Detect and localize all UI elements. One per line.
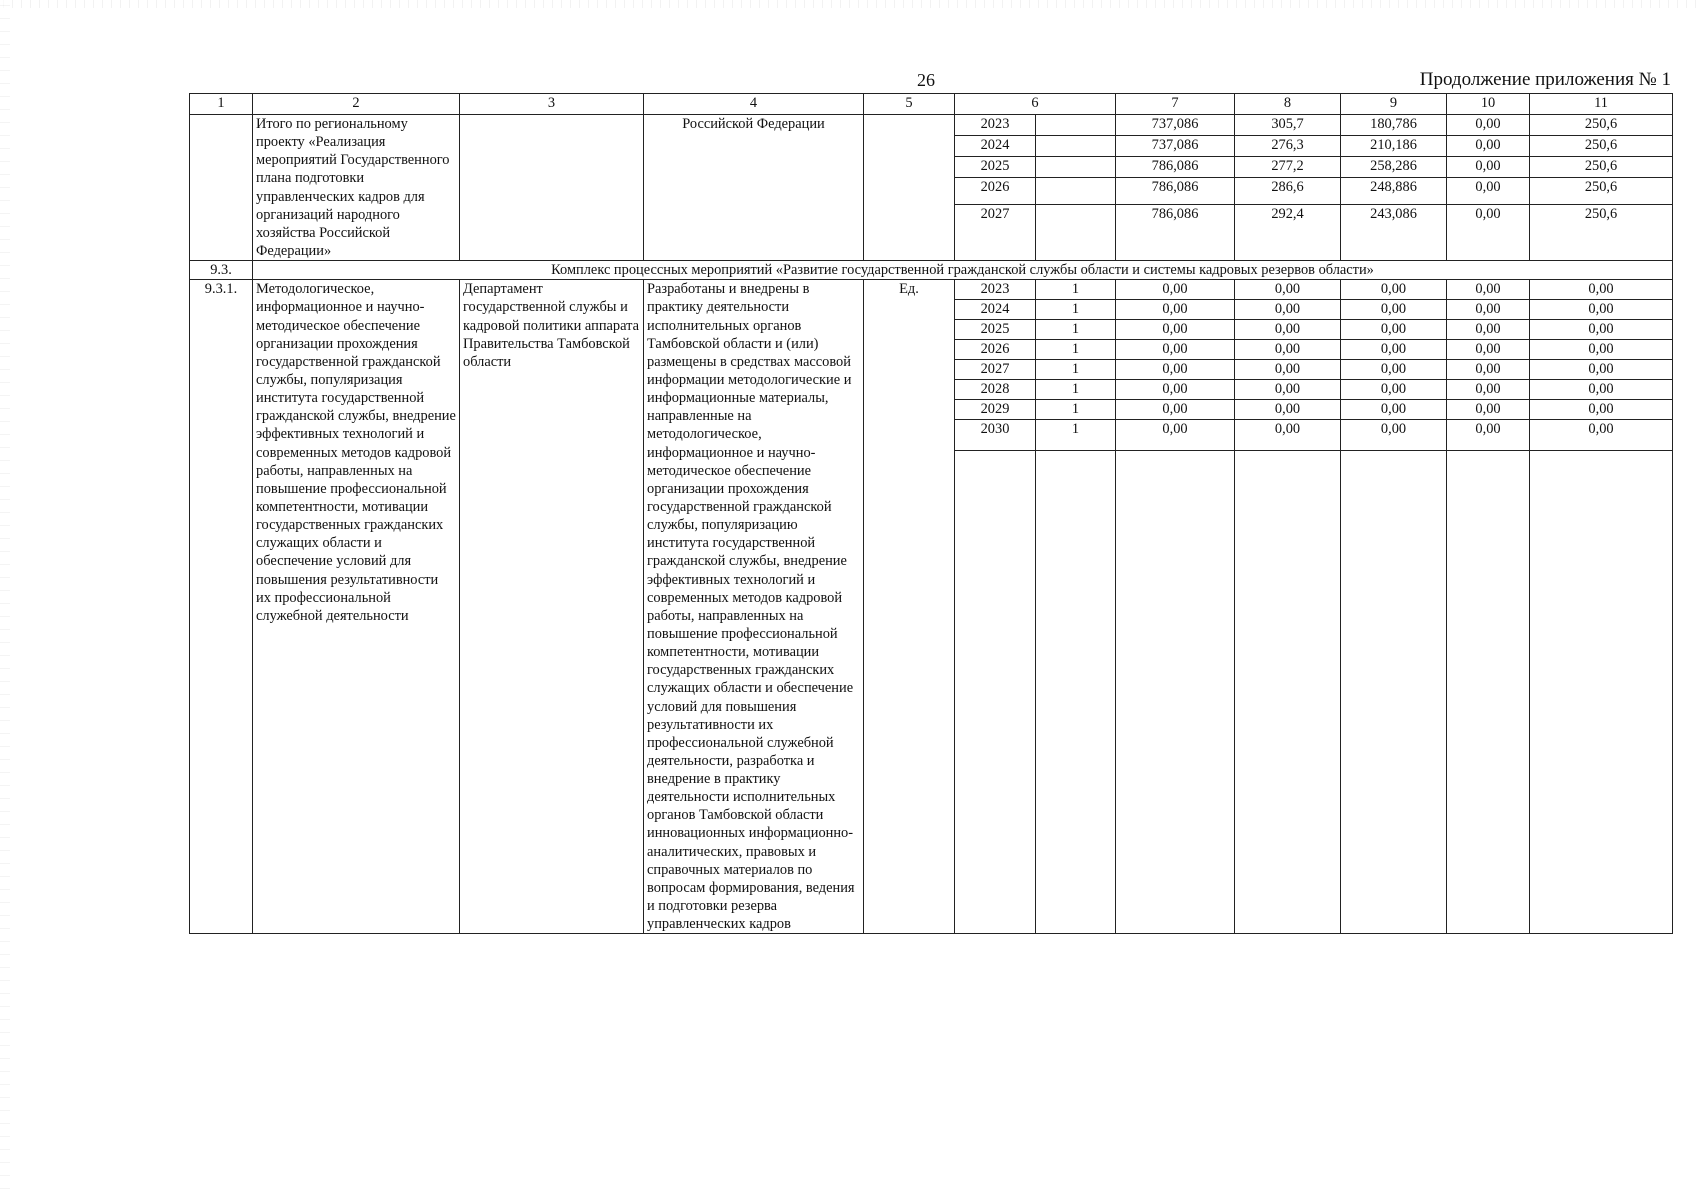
regional-funding-cell: 243,086 xyxy=(1341,205,1447,261)
executor-cell: Департамент государственной службы и кадровой политики аппарата Правительства Тамбовской области xyxy=(460,280,644,934)
other-funding-cell: 0,00 xyxy=(1530,300,1673,320)
federal-funding-cell: 0,00 xyxy=(1235,380,1341,400)
row-number-cell xyxy=(190,115,253,261)
item-name-cell: Итого по региональному проекту «Реализация мероприятий Государственного плана подготовки управленческих кадров для организаций народного хозяйства Российской Федерации» xyxy=(253,115,460,261)
year-cell: 2026 xyxy=(955,178,1036,205)
total-funding-cell: 737,086 xyxy=(1116,115,1235,136)
column-header: 1 xyxy=(190,94,253,115)
regional-funding-cell: 0,00 xyxy=(1341,340,1447,360)
local-funding-cell: 0,00 xyxy=(1447,380,1530,400)
year-cell: 2025 xyxy=(955,157,1036,178)
empty-cell xyxy=(1116,451,1235,934)
executor-cell xyxy=(460,115,644,261)
federal-funding-cell: 0,00 xyxy=(1235,320,1341,340)
regional-funding-cell: 0,00 xyxy=(1341,320,1447,340)
indicator-value-cell: 1 xyxy=(1036,300,1116,320)
federal-funding-cell: 0,00 xyxy=(1235,340,1341,360)
empty-cell xyxy=(1447,451,1530,934)
appendix-table xyxy=(189,93,1673,934)
local-funding-cell: 0,00 xyxy=(1447,157,1530,178)
other-funding-cell: 250,6 xyxy=(1530,115,1673,136)
year-cell: 2023 xyxy=(955,115,1036,136)
federal-funding-cell: 276,3 xyxy=(1235,136,1341,157)
regional-funding-cell: 180,786 xyxy=(1341,115,1447,136)
federal-funding-cell: 292,4 xyxy=(1235,205,1341,261)
local-funding-cell: 0,00 xyxy=(1447,178,1530,205)
federal-funding-cell: 0,00 xyxy=(1235,360,1341,380)
other-funding-cell: 0,00 xyxy=(1530,420,1673,451)
table-row xyxy=(190,280,1673,300)
indicator-value-cell: 1 xyxy=(1036,360,1116,380)
column-header: 11 xyxy=(1530,94,1673,115)
regional-funding-cell: 0,00 xyxy=(1341,300,1447,320)
total-funding-cell: 0,00 xyxy=(1116,280,1235,300)
result-cell: Разработаны и внедрены в практику деятельности исполнительных органов Тамбовской области и (или) размещены в средствах массовой информации методологические и информационные материалы, направленные на методологическое, информационное и научно-методическое обеспечение организации прохождения государственной гражданской службы, популяризацию института государственной гражданской службы, внедрение эффективных технологий и современных методов кадровой работы, направленных на повышение профессиональной компетентности, мотивации государственных гражданских служащих области и обеспечение условий для повышения результативности их профессиональной служебной деятельности, разработка и внедрение в практику деятельности исполнительных органов Тамбовской области инновационных информационно-аналитических, правовых и справочных материалов по вопросам формирования, ведения и подготовки резерва управленческих кадров xyxy=(644,280,864,934)
year-cell: 2030 xyxy=(955,420,1036,451)
year-cell: 2029 xyxy=(955,400,1036,420)
year-cell: 2025 xyxy=(955,320,1036,340)
regional-funding-cell: 248,886 xyxy=(1341,178,1447,205)
column-header: 4 xyxy=(644,94,864,115)
indicator-value-cell: 1 xyxy=(1036,400,1116,420)
section-row xyxy=(190,261,1673,280)
regional-funding-cell: 0,00 xyxy=(1341,280,1447,300)
other-funding-cell: 250,6 xyxy=(1530,178,1673,205)
local-funding-cell: 0,00 xyxy=(1447,115,1530,136)
regional-funding-cell: 0,00 xyxy=(1341,420,1447,451)
local-funding-cell: 0,00 xyxy=(1447,300,1530,320)
federal-funding-cell: 277,2 xyxy=(1235,157,1341,178)
total-funding-cell: 0,00 xyxy=(1116,400,1235,420)
local-funding-cell: 0,00 xyxy=(1447,360,1530,380)
total-funding-cell: 0,00 xyxy=(1116,360,1235,380)
other-funding-cell: 0,00 xyxy=(1530,380,1673,400)
other-funding-cell: 0,00 xyxy=(1530,400,1673,420)
local-funding-cell: 0,00 xyxy=(1447,340,1530,360)
other-funding-cell: 250,6 xyxy=(1530,136,1673,157)
indicator-value-cell: 1 xyxy=(1036,340,1116,360)
section-title-cell: Комплекс процессных мероприятий «Развитие государственной гражданской службы области и системы кадровых резервов области» xyxy=(253,261,1673,280)
page-number: 26 xyxy=(917,70,935,90)
federal-funding-cell: 0,00 xyxy=(1235,420,1341,451)
federal-funding-cell: 286,6 xyxy=(1235,178,1341,205)
total-funding-cell: 737,086 xyxy=(1116,136,1235,157)
other-funding-cell: 250,6 xyxy=(1530,205,1673,261)
regional-funding-cell: 0,00 xyxy=(1341,360,1447,380)
year-cell: 2028 xyxy=(955,380,1036,400)
year-cell: 2024 xyxy=(955,300,1036,320)
indicator-value-cell: 1 xyxy=(1036,420,1116,451)
section-number-cell: 9.3. xyxy=(190,261,253,280)
indicator-value-cell xyxy=(1036,157,1116,178)
scan-artifact-top xyxy=(0,0,1697,8)
federal-funding-cell: 305,7 xyxy=(1235,115,1341,136)
empty-cell xyxy=(1341,451,1447,934)
indicator-value-cell: 1 xyxy=(1036,320,1116,340)
indicator-value-cell: 1 xyxy=(1036,380,1116,400)
local-funding-cell: 0,00 xyxy=(1447,400,1530,420)
column-header: 8 xyxy=(1235,94,1341,115)
regional-funding-cell: 210,186 xyxy=(1341,136,1447,157)
federal-funding-cell: 0,00 xyxy=(1235,300,1341,320)
other-funding-cell: 0,00 xyxy=(1530,340,1673,360)
year-cell: 2023 xyxy=(955,280,1036,300)
other-funding-cell: 250,6 xyxy=(1530,157,1673,178)
year-cell: 2027 xyxy=(955,360,1036,380)
column-header: 6 xyxy=(955,94,1116,115)
unit-cell: Ед. xyxy=(864,280,955,934)
empty-cell xyxy=(1235,451,1341,934)
empty-cell xyxy=(1036,451,1116,934)
header-row xyxy=(190,94,1673,115)
continuation-label: Продолжение приложения № 1 xyxy=(1419,69,1671,90)
total-funding-cell: 786,086 xyxy=(1116,157,1235,178)
local-funding-cell: 0,00 xyxy=(1447,320,1530,340)
total-funding-cell: 786,086 xyxy=(1116,205,1235,261)
column-header: 9 xyxy=(1341,94,1447,115)
item-number-cell: 9.3.1. xyxy=(190,280,253,934)
regional-funding-cell: 0,00 xyxy=(1341,380,1447,400)
column-header: 7 xyxy=(1116,94,1235,115)
year-cell: 2027 xyxy=(955,205,1036,261)
scan-artifact-left xyxy=(0,0,10,1200)
total-funding-cell: 0,00 xyxy=(1116,380,1235,400)
local-funding-cell: 0,00 xyxy=(1447,280,1530,300)
unit-cell xyxy=(864,115,955,261)
empty-cell xyxy=(955,451,1036,934)
other-funding-cell: 0,00 xyxy=(1530,320,1673,340)
federal-funding-cell: 0,00 xyxy=(1235,280,1341,300)
other-funding-cell: 0,00 xyxy=(1530,280,1673,300)
regional-funding-cell: 0,00 xyxy=(1341,400,1447,420)
column-header: 5 xyxy=(864,94,955,115)
local-funding-cell: 0,00 xyxy=(1447,420,1530,451)
total-funding-cell: 0,00 xyxy=(1116,340,1235,360)
total-funding-cell: 0,00 xyxy=(1116,320,1235,340)
indicator-value-cell xyxy=(1036,115,1116,136)
indicator-value-cell: 1 xyxy=(1036,280,1116,300)
total-funding-cell: 786,086 xyxy=(1116,178,1235,205)
indicator-value-cell xyxy=(1036,178,1116,205)
column-header: 2 xyxy=(253,94,460,115)
federal-funding-cell: 0,00 xyxy=(1235,400,1341,420)
indicator-value-cell xyxy=(1036,205,1116,261)
empty-cell xyxy=(1530,451,1673,934)
year-cell: 2026 xyxy=(955,340,1036,360)
table-row xyxy=(190,115,1673,136)
indicator-value-cell xyxy=(1036,136,1116,157)
other-funding-cell: 0,00 xyxy=(1530,360,1673,380)
total-funding-cell: 0,00 xyxy=(1116,300,1235,320)
local-funding-cell: 0,00 xyxy=(1447,136,1530,157)
total-funding-cell: 0,00 xyxy=(1116,420,1235,451)
year-cell: 2024 xyxy=(955,136,1036,157)
regional-funding-cell: 258,286 xyxy=(1341,157,1447,178)
item-name-cell: Методологическое, информационное и научно-методическое обеспечение организации прохождения государственной гражданской службы, популяризация института государственной гражданской службы, внедрение эффективных технологий и современных методов кадровой работы, направленных на повышение профессиональной компетентности, мотивации государственных гражданских служащих области и обеспечение условий для повышения результативности их профессиональной служебной деятельности xyxy=(253,280,460,934)
local-funding-cell: 0,00 xyxy=(1447,205,1530,261)
column-header: 10 xyxy=(1447,94,1530,115)
column-header: 3 xyxy=(460,94,644,115)
result-cell: Российской Федерации xyxy=(644,115,864,261)
